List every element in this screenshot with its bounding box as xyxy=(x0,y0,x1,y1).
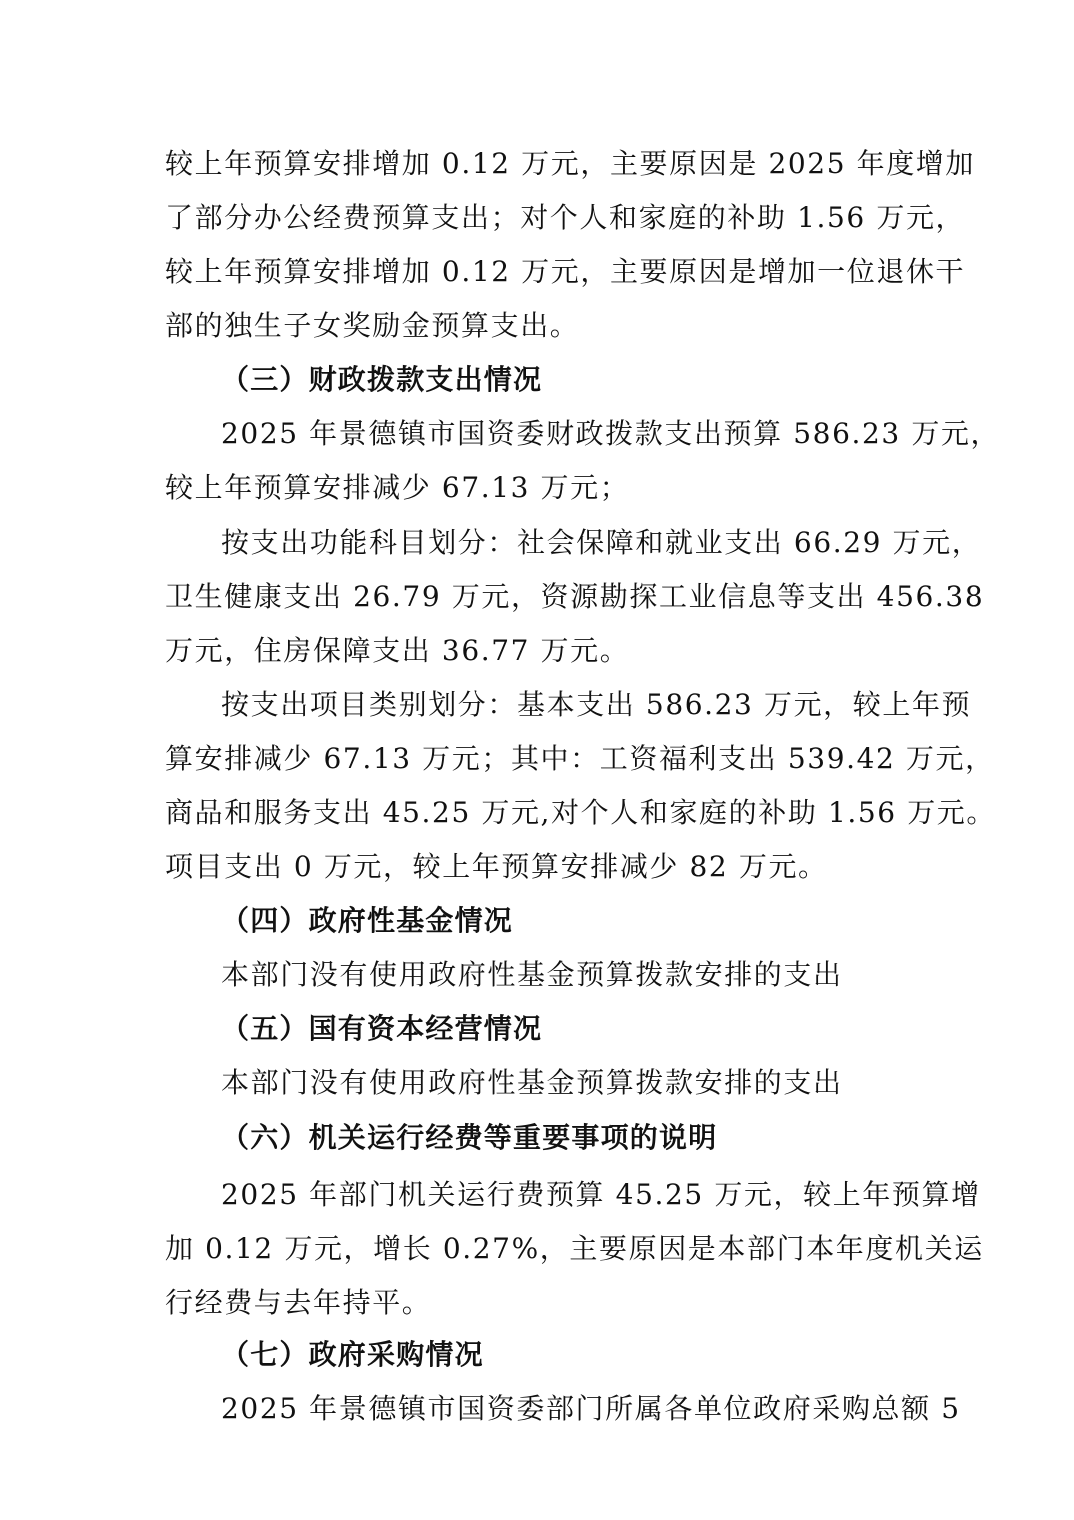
body-text-line: 本部门没有使用政府性基金预算拨款安排的支出 xyxy=(221,958,843,991)
body-text-line: 较上年预算安排增加 0.12 万元，主要原因是增加一位退休干 xyxy=(165,255,966,288)
body-text-line: 项目支出 0 万元，较上年预算安排减少 82 万元。 xyxy=(165,850,828,883)
body-text-line: 本部门没有使用政府性基金预算拨款安排的支出 xyxy=(221,1066,843,1099)
section-heading-4: （四）政府性基金情况 xyxy=(221,904,514,937)
body-text-line: 2025 年景德镇市国资委财政拨款支出预算 586.23 万元， xyxy=(221,417,1001,450)
body-text-line: 算安排减少 67.13 万元；其中：工资福利支出 539.42 万元， xyxy=(165,742,995,775)
body-text-line: 较上年预算安排减少 67.13 万元； xyxy=(165,471,630,504)
body-text-line: 卫生健康支出 26.79 万元，资源勘探工业信息等支出 456.38 xyxy=(165,580,985,613)
body-text-line: 2025 年景德镇市国资委部门所属各单位政府采购总额 5 xyxy=(221,1392,961,1425)
body-text-line: 按支出项目类别划分：基本支出 586.23 万元，较上年预 xyxy=(221,688,972,721)
section-heading-5: （五）国有资本经营情况 xyxy=(221,1012,543,1045)
body-text-line: 了部分办公经费预算支出；对个人和家庭的补助 1.56 万元， xyxy=(165,201,966,234)
body-text-line: 部的独生子女奖励金预算支出。 xyxy=(165,309,580,342)
section-heading-3: （三）财政拨款支出情况 xyxy=(221,363,543,396)
section-heading-7: （七）政府采购情况 xyxy=(221,1338,484,1371)
body-text-line: 按支出功能科目划分：社会保障和就业支出 66.29 万元， xyxy=(221,526,982,559)
body-text-line: 行经费与去年持平。 xyxy=(165,1286,432,1319)
section-heading-6: （六）机关运行经费等重要事项的说明 xyxy=(221,1121,718,1154)
body-text-line: 较上年预算安排增加 0.12 万元，主要原因是 2025 年度增加 xyxy=(165,147,976,180)
body-text-line: 万元，住房保障支出 36.77 万元。 xyxy=(165,634,630,667)
body-text-line: 2025 年部门机关运行费预算 45.25 万元，较上年预算增 xyxy=(221,1178,981,1211)
body-text-line: 商品和服务支出 45.25 万元,对个人和家庭的补助 1.56 万元。 xyxy=(165,796,997,829)
body-text-line: 加 0.12 万元，增长 0.27%，主要原因是本部门本年度机关运 xyxy=(165,1232,984,1265)
